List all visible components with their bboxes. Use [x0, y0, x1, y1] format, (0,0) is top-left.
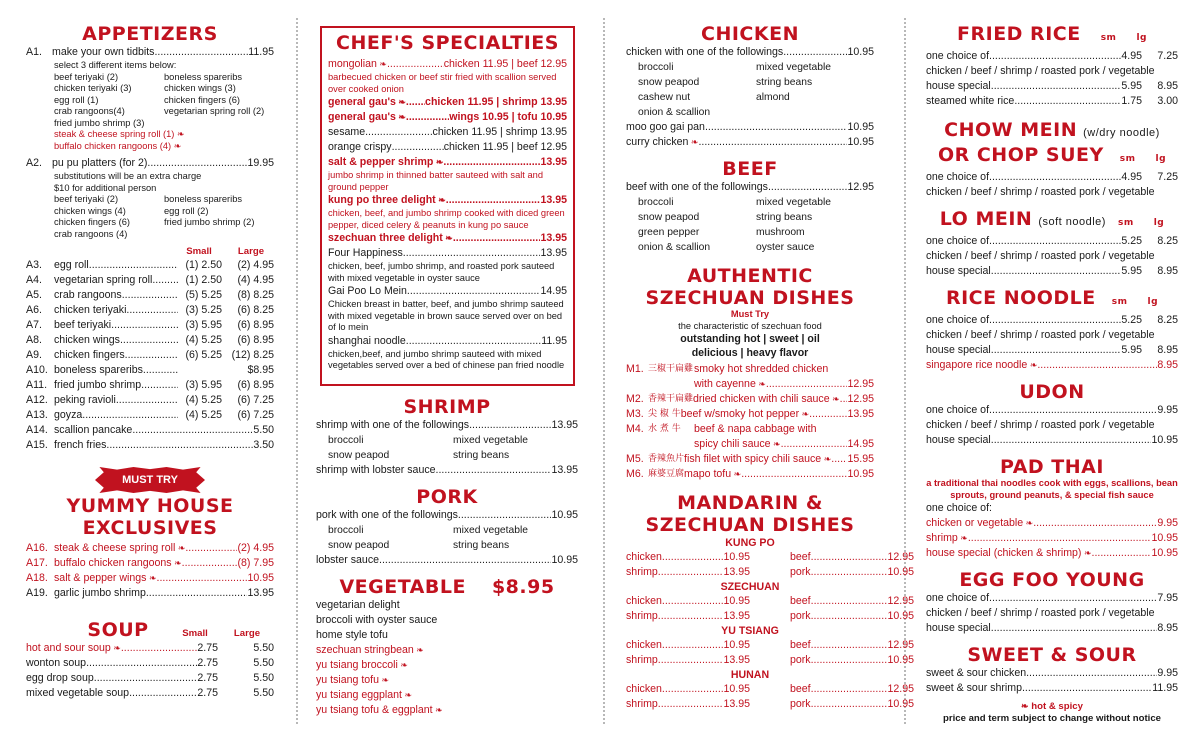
authentic-title-2: SZECHUAN DISHES: [645, 287, 855, 309]
price-row: chicken ..... 10.95 beef ..... 12.95: [626, 682, 874, 697]
menu-item: A7. beef teriyaki ..... (3) 5.95 (6) 8.95: [26, 318, 274, 333]
menu-item: yu tsiang tofu ❧: [316, 674, 390, 686]
column-divider: [603, 18, 605, 724]
chili-pepper-icon: ❧: [173, 140, 182, 151]
option-row: chicken teriyaki (3) chicken wings (3): [54, 83, 236, 93]
menu-item-a2: A2. pu pu platters (for 2) ..... 19.95: [26, 156, 274, 171]
chefs-specialties-box: CHEF'S SPECIALTIES mongolian ❧ ..... chicken 11.95 | beef 12.95 barbecued chicken or beef stir fried with scallion served over cooked onion general gau's ❧ ..... chicken 11.95 | shrimp 13.95 general gau's ❧ ..... wings 10.95 | tofu 10.95 sesame ..... chicken 11.95 | shrimp 13.95 orange crispy ..... chicken 11.95 | beef 12.95 salt & pepper shrimp ❧ ..... 13.95 jumbo shrimp in thinned batter sauteed with salt and ground pepper kung po three delight ❧ ..... 13.95 chicken, beef, and jumbo shrimp cooked with diced green pepper, diced celery & peanuts in kung po sauce szechuan three delight ❧ ..... 13.95 Four Happiness ..... 13.95 chicken, beef, jumbo shrimp, and roasted pork sauteed with mixed vegetable in oyster sauce Gai Poo Lo Mein ..... 14.95 Chicken breast in batter, beef, and jumbo shrimp sauteed with mixed vegetable in brown sauce served over on bed of lo mein shanghai noodle ..... 11.95 chicken,beef, and jumbo shrimp sauteed with mixed vegetables served over a bed of chinese pan fried noodle: [320, 26, 575, 386]
menu-item: moo goo gai pan ..... 10.95: [626, 120, 874, 135]
chef-item: mongolian ❧ ..... chicken 11.95 | beef 12.95: [328, 57, 567, 72]
option-spicy: buffalo chicken rangoons (4) ❧: [54, 140, 182, 151]
chef-item: salt & pepper shrimp ❧ ..... 13.95: [328, 155, 567, 170]
menu-item: house special ..... 5.95 8.95: [926, 79, 1178, 94]
choice-list: chicken / beef / shrimp / roasted pork / vegetable: [926, 329, 1155, 341]
appetizers-title: APPETIZERS: [82, 23, 218, 45]
authentic-title: AUTHENTIC: [687, 265, 813, 287]
chili-pepper-icon: ❧: [177, 129, 185, 139]
size-header: Small Large: [186, 246, 265, 257]
menu-item: house special ..... 5.95 8.95: [926, 264, 1178, 279]
rice-noodle-header: RICE NOODLE sm lg: [945, 287, 1159, 309]
menu-item: A11. fried jumbo shrimp ..... (3) 5.95 (6) 8.95: [26, 378, 274, 393]
menu-item: vegetarian delight: [316, 599, 400, 611]
chef-item: general gau's ❧ ..... chicken 11.95 | shrimp 13.95: [328, 95, 567, 110]
option-row: fried jumbo shrimp (3): [54, 117, 145, 128]
chili-pepper-icon: ❧: [110, 643, 121, 653]
chili-pepper-icon: ❧: [432, 705, 443, 715]
menu-item: one choice of ..... 4.95 7.25: [926, 170, 1178, 185]
menu-item: chicken with one of the followings ..... 10.95: [626, 45, 874, 60]
option-row: broccoli mixed vegetable: [328, 435, 528, 446]
menu-item: shrimp with lobster sauce ..... 13.95: [316, 463, 578, 478]
fried-rice-header: FRIED RICE sm lg: [957, 23, 1147, 45]
menu-item: one choice of ..... 5.25 8.25: [926, 313, 1178, 328]
price-notice: price and term subject to change without notice: [942, 713, 1162, 724]
menu-item: house special ..... 5.95 8.95: [926, 343, 1178, 358]
chili-pepper-icon: ❧: [175, 543, 186, 553]
menu-item: A16. steak & cheese spring roll ❧ ..... (2) 4.95: [26, 541, 274, 556]
option-row: broccoli mixed vegetable: [328, 525, 528, 536]
menu-item: A3. egg roll ..... (1) 2.50 (2) 4.95: [26, 258, 274, 273]
item-note: select 3 different items below:: [54, 60, 177, 70]
menu-item: yu tsiang tofu & eggplant ❧: [316, 704, 443, 716]
option-row: onion & scallion oyster sauce: [638, 242, 815, 253]
legend: ❧ hot & spicy: [1021, 701, 1083, 712]
menu-item: M5. 香辣魚片 fish filet with spicy chili sauce ❧ ..... 15.95: [626, 452, 874, 467]
option-row: chicken fingers (6) fried jumbo shrimp (2): [54, 217, 255, 227]
menu-item-cont: with cayenne ❧ ..... 12.95: [626, 377, 874, 392]
choice-list: chicken / beef / shrimp / roasted pork / vegetable: [926, 65, 1155, 77]
chili-pepper-icon: ❧: [146, 573, 157, 583]
menu-item: steamed white rice ..... 1.75 3.00: [926, 94, 1178, 109]
column-3: CHICKEN chicken with one of the followings ..... 10.95 broccoli mixed vegetable snow peapod string beans cashew nut almond onion & scallion moo goo gai pan ..... 10.95 curry chicken ❧ ..... 10.95 BEEF beef with one of the followings ..... 12.95 broccoli mixed vegetable snow peapod string beans green pepper mushroom onion & scallion oyster sauce AUTHENTIC SZECHUAN DISHES Must Try the characteristic of szechuan food outstanding hot | sweet | oil delicious | heavy flavor M1. 三椒干扁雞 smoky hot shredded chicken with cayenne ❧ ..... 12.95 M2. 香辣干扁雞 dried chicken with chili sauce ❧ ..... 12.95 M3. 尖 椒 牛 beef w/smoky hot pepper ❧ ..... 13.95 M4. 水 煮 牛 beef & napa cabbage with spicy chili sauce ❧ ..... 14.95 M5. 香辣魚片 fish filet with spicy chili sauce ❧ ..... 15.95 M6. 麻婆豆腐 mapo tofu ❧ ..... 10.95 MANDARIN & SZECHUAN DISHES KUNG PO chicken ..... 10.95 beef ..... 12.95 shrimp ..... 13.95 pork ..... 10.95 SZECHUAN chicken ..... 10.95 beef ..... 12.95 shrimp ..... 13.95 pork ..... 10.95 YU TSIANG chicken ..... 10.95 beef ..... 12.95 shrimp ..... 13.95 pork ..... 10.95 HUNAN chicken ..... 10.95 beef ..... 12.95 shrimp ..... 13.95 pork ..... 10.95: [626, 0, 874, 712]
menu-item: one choice of ..... 4.95 7.25: [926, 49, 1178, 64]
udon-title: UDON: [1019, 381, 1085, 403]
menu-item: wonton soup ..... 2.75 5.50: [26, 656, 274, 671]
chili-pepper-icon: ❧: [1023, 518, 1034, 528]
chef-item: sesame ..... chicken 11.95 | shrimp 13.95: [328, 125, 567, 140]
menu-item: A19. garlic jumbo shrimp ..... 13.95: [26, 586, 274, 601]
menu-item: A8. chicken wings ..... (4) 5.25 (6) 8.95: [26, 333, 274, 348]
chili-pepper-icon: ❧: [1021, 701, 1029, 711]
chef-item: Gai Poo Lo Mein ..... 14.95: [328, 284, 567, 299]
pork-title: PORK: [416, 486, 478, 508]
chili-pepper-icon: ❧: [829, 394, 840, 404]
chili-pepper-icon: ❧: [731, 469, 742, 479]
soup-header: SOUP Small Large: [26, 619, 274, 641]
chili-pepper-icon: ❧: [799, 409, 810, 419]
option-row: green pepper mushroom: [638, 227, 805, 238]
vegetable-title: VEGETABLE $8.95: [339, 576, 555, 598]
menu-item: A18. salt & pepper wings ❧ ..... 10.95: [26, 571, 274, 586]
chili-pepper-icon: ❧: [821, 454, 832, 464]
option-row: broccoli mixed vegetable: [638, 62, 831, 73]
menu-item: M6. 麻婆豆腐 mapo tofu ❧ ..... 10.95: [626, 467, 874, 482]
menu-item: A12. peking ravioli ..... (4) 5.25 (6) 7.25: [26, 393, 274, 408]
menu-item: A10. boneless spareribs ..... $8.95: [26, 363, 274, 378]
mandarin-title-2: SZECHUAN DISHES: [645, 514, 855, 536]
menu-item: shrimp ❧ ..... 10.95: [926, 531, 1178, 546]
price-row: shrimp ..... 13.95 pork ..... 10.95: [626, 565, 874, 580]
menu-item: yu tsiang eggplant ❧: [316, 689, 413, 701]
menu-item: A4. vegetarian spring roll ..... (1) 2.50 (4) 4.95: [26, 273, 274, 288]
chef-item: szechuan three delight ❧ ..... 13.95: [328, 231, 567, 246]
price-row: shrimp ..... 13.95 pork ..... 10.95: [626, 697, 874, 712]
menu-item: A13. goyza ..... (4) 5.25 (6) 7.25: [26, 408, 274, 423]
menu-item-a15: A15. french fries ..... 3.50: [26, 438, 274, 453]
price-row: shrimp ..... 13.95 pork ..... 10.95: [626, 609, 874, 624]
option-row: onion & scallion: [638, 107, 711, 118]
menu-item: A9. chicken fingers ..... (6) 5.25 (12) 8.25: [26, 348, 274, 363]
must-try-badge: MUST TRY: [95, 467, 205, 493]
group-title: HUNAN: [730, 669, 770, 681]
choice-list: chicken / beef / shrimp / roasted pork / vegetable: [926, 186, 1155, 198]
chef-title: CHEF'S SPECIALTIES: [336, 32, 559, 54]
column-4: FRIED RICE sm lg one choice of ..... 4.95 7.25 chicken / beef / shrimp / roasted pork / vegetable house special ..... 5.95 8.95 steamed white rice ..... 1.75 3.00 CHOW MEIN (w/dry noodle) OR CHOP SUEY sm lg one choice of ..... 4.95 7.25 chicken / beef / shrimp / roasted pork / vegetable LO MEIN (soft noodle) sm lg one choice of ..... 5.25 8.25 chicken / beef / shrimp / roasted pork / vegetable house special ..... 5.95 8.95 RICE NOODLE sm lg one choice of ..... 5.25 8.25 chicken / beef / shrimp / roasted pork / vegetable house special ..... 5.95 8.95 singapore rice noodle ❧ ..... 8.95 UDON one choice of ..... 9.95 chicken / beef / shrimp / roasted pork / vegetable house special ..... 10.95 PAD THAI a traditional thai noodles cook with eggs, scallions, bean sprouts, ground peanuts, & special fish sauce one choice of: chicken or vegetable ❧ ..... 9.95 shrimp ❧ ..... 10.95 house special (chicken & shrimp) ❧ ..... 10.95 EGG FOO YOUNG one choice of ..... 7.95 chicken / beef / shrimp / roasted pork / vegetable house special ..... 8.95 SWEET & SOUR sweet & sour chicken ..... 9.95 sweet & sour shrimp ..... 11.95 ❧ hot & spicy price and term subject to change without notice: [926, 0, 1178, 725]
soup-title: SOUP: [87, 619, 149, 641]
chili-pepper-icon: ❧: [376, 59, 387, 69]
chef-item: kung po three delight ❧ ..... 13.95: [328, 193, 567, 208]
price-row: chicken ..... 10.95 beef ..... 12.95: [626, 638, 874, 653]
menu-item: M2. 香辣干扁雞 dried chicken with chili sauce ❧ ..... 12.95: [626, 392, 874, 407]
menu-item: house special ..... 8.95: [926, 621, 1178, 636]
option-row: snow peapod string beans: [328, 540, 510, 551]
chicken-title: CHICKEN: [701, 23, 799, 45]
chef-item: Four Happiness ..... 13.95: [328, 246, 567, 261]
chop-suey-header: OR CHOP SUEY sm lg: [937, 144, 1167, 166]
item-note: $10 for additional person: [54, 182, 157, 193]
menu-item-cont: spicy chili sauce ❧ ..... 14.95: [626, 437, 874, 452]
group-title: KUNG PO: [725, 537, 775, 549]
column-divider: [296, 18, 298, 724]
menu-item: house special (chicken & shrimp) ❧ ..... 10.95: [926, 546, 1178, 561]
menu-item: broccoli with oyster sauce: [316, 614, 438, 626]
menu-item: A5. crab rangoons ..... (5) 5.25 (8) 8.25: [26, 288, 274, 303]
option-row: crab rangoons(4) vegetarian spring roll (2): [54, 106, 265, 116]
option-row: egg roll (1) chicken fingers (6): [54, 94, 240, 105]
menu-item: home style tofu: [316, 629, 388, 641]
chili-pepper-icon: ❧: [770, 439, 781, 449]
option-row: chicken wings (4) egg roll (2): [54, 205, 209, 216]
item-note: substitutions will be an extra charge: [54, 171, 202, 181]
menu-item: sweet & sour shrimp ..... 11.95: [926, 681, 1178, 696]
chili-pepper-icon: ❧: [755, 379, 766, 389]
chili-pepper-icon: ❧: [402, 690, 413, 700]
price-row: chicken ..... 10.95 beef ..... 12.95: [626, 594, 874, 609]
option-spicy: steak & cheese spring roll (1) ❧: [54, 129, 185, 139]
menu-item: sweet & sour chicken ..... 9.95: [926, 666, 1178, 681]
menu-item: one choice of ..... 5.25 8.25: [926, 234, 1178, 249]
choice-list: chicken / beef / shrimp / roasted pork / vegetable: [926, 250, 1155, 262]
option-row: beef teriyaki (2) boneless spareribs: [54, 194, 243, 204]
chow-mein-header: CHOW MEIN (w/dry noodle): [944, 119, 1160, 141]
menu-item: yu tsiang broccoli ❧: [316, 659, 408, 671]
exclusives-title-2: EXCLUSIVES: [82, 517, 218, 539]
pad-thai-title: PAD THAI: [1000, 456, 1104, 478]
chili-pepper-icon: ❧: [397, 660, 408, 670]
option-row: snow peapod string beans: [638, 77, 813, 88]
chili-pepper-icon: ❧: [1081, 548, 1092, 558]
price-row: shrimp ..... 13.95 pork ..... 10.95: [626, 653, 874, 668]
chef-item: general gau's ❧ ..... wings 10.95 | tofu 10.95: [328, 110, 567, 125]
chef-item: shanghai noodle ..... 11.95: [328, 334, 567, 349]
menu-item: szechuan stringbean ❧: [316, 644, 424, 656]
menu-item: lobster sauce ..... 10.95: [316, 553, 578, 568]
menu-item: curry chicken ❧ ..... 10.95: [626, 135, 874, 150]
option-row: cashew nut almond: [638, 92, 790, 103]
choice-list: chicken / beef / shrimp / roasted pork / vegetable: [926, 607, 1155, 619]
sweet-sour-title: SWEET & SOUR: [967, 644, 1137, 666]
menu-item-a1: A1. make your own tidbits ..... 11.95: [26, 45, 274, 60]
menu-item: house special ..... 10.95: [926, 433, 1178, 448]
choice-list: chicken / beef / shrimp / roasted pork / vegetable: [926, 419, 1155, 431]
mandarin-title: MANDARIN &: [677, 492, 823, 514]
group-title: SZECHUAN: [720, 581, 780, 593]
chili-pepper-icon: ❧: [171, 558, 182, 568]
menu-item: pork with one of the followings ..... 10.95: [316, 508, 578, 523]
menu-item: mixed vegetable soup ..... 2.75 5.50: [26, 686, 274, 701]
menu-item: A17. buffalo chicken rangoons ❧ ..... (8) 7.95: [26, 556, 274, 571]
shrimp-title: SHRIMP: [403, 396, 491, 418]
menu-item: A6. chicken teriyaki ..... (3) 5.25 (6) 8.25: [26, 303, 274, 318]
menu-item: M4. 水 煮 牛 beef & napa cabbage with: [626, 423, 817, 435]
option-row: broccoli mixed vegetable: [638, 197, 831, 208]
option-row: beef teriyaki (2) boneless spareribs: [54, 71, 243, 82]
menu-item: singapore rice noodle ❧ ..... 8.95: [926, 358, 1178, 373]
column-2-lower: [316, 396, 578, 718]
beef-title: BEEF: [722, 158, 778, 180]
chili-pepper-icon: ❧: [957, 533, 968, 543]
menu-item: one choice of ..... 7.95: [926, 591, 1178, 606]
lo-mein-header: LO MEIN (soft noodle) sm lg: [939, 208, 1165, 230]
menu-item: egg drop soup ..... 2.75 5.50: [26, 671, 274, 686]
menu-item: M3. 尖 椒 牛 beef w/smoky hot pepper ❧ ..... 13.95: [626, 407, 874, 422]
menu-item: shrimp with one of the followings ..... 13.95: [316, 418, 578, 433]
menu-item: hot and sour soup ❧ ..... 2.75 5.50: [26, 641, 274, 656]
menu-item: beef with one of the followings ..... 12.95: [626, 180, 874, 195]
price-row: chicken ..... 10.95 beef ..... 12.95: [626, 550, 874, 565]
menu-item-a14: A14. scallion pancake ..... 5.50: [26, 423, 274, 438]
chef-item: orange crispy ..... chicken 11.95 | beef 12.95: [328, 140, 567, 155]
menu-item: chicken or vegetable ❧ ..... 9.95: [926, 516, 1178, 531]
chili-pepper-icon: ❧: [379, 675, 390, 685]
menu-item: M1. 三椒干扁雞 smoky hot shredded chicken: [626, 363, 829, 375]
option-row: snow peapod string beans: [638, 212, 813, 223]
egg-foo-young-title: EGG FOO YOUNG: [959, 569, 1145, 591]
option-row: crab rangoons (4): [54, 228, 128, 239]
chili-pepper-icon: ❧: [413, 645, 424, 655]
exclusives-title: YUMMY HOUSE: [66, 495, 234, 517]
menu-item: one choice of ..... 9.95: [926, 403, 1178, 418]
column-1: [26, 0, 274, 701]
option-row: snow peapod string beans: [328, 450, 510, 461]
group-title: YU TSIANG: [721, 625, 779, 637]
